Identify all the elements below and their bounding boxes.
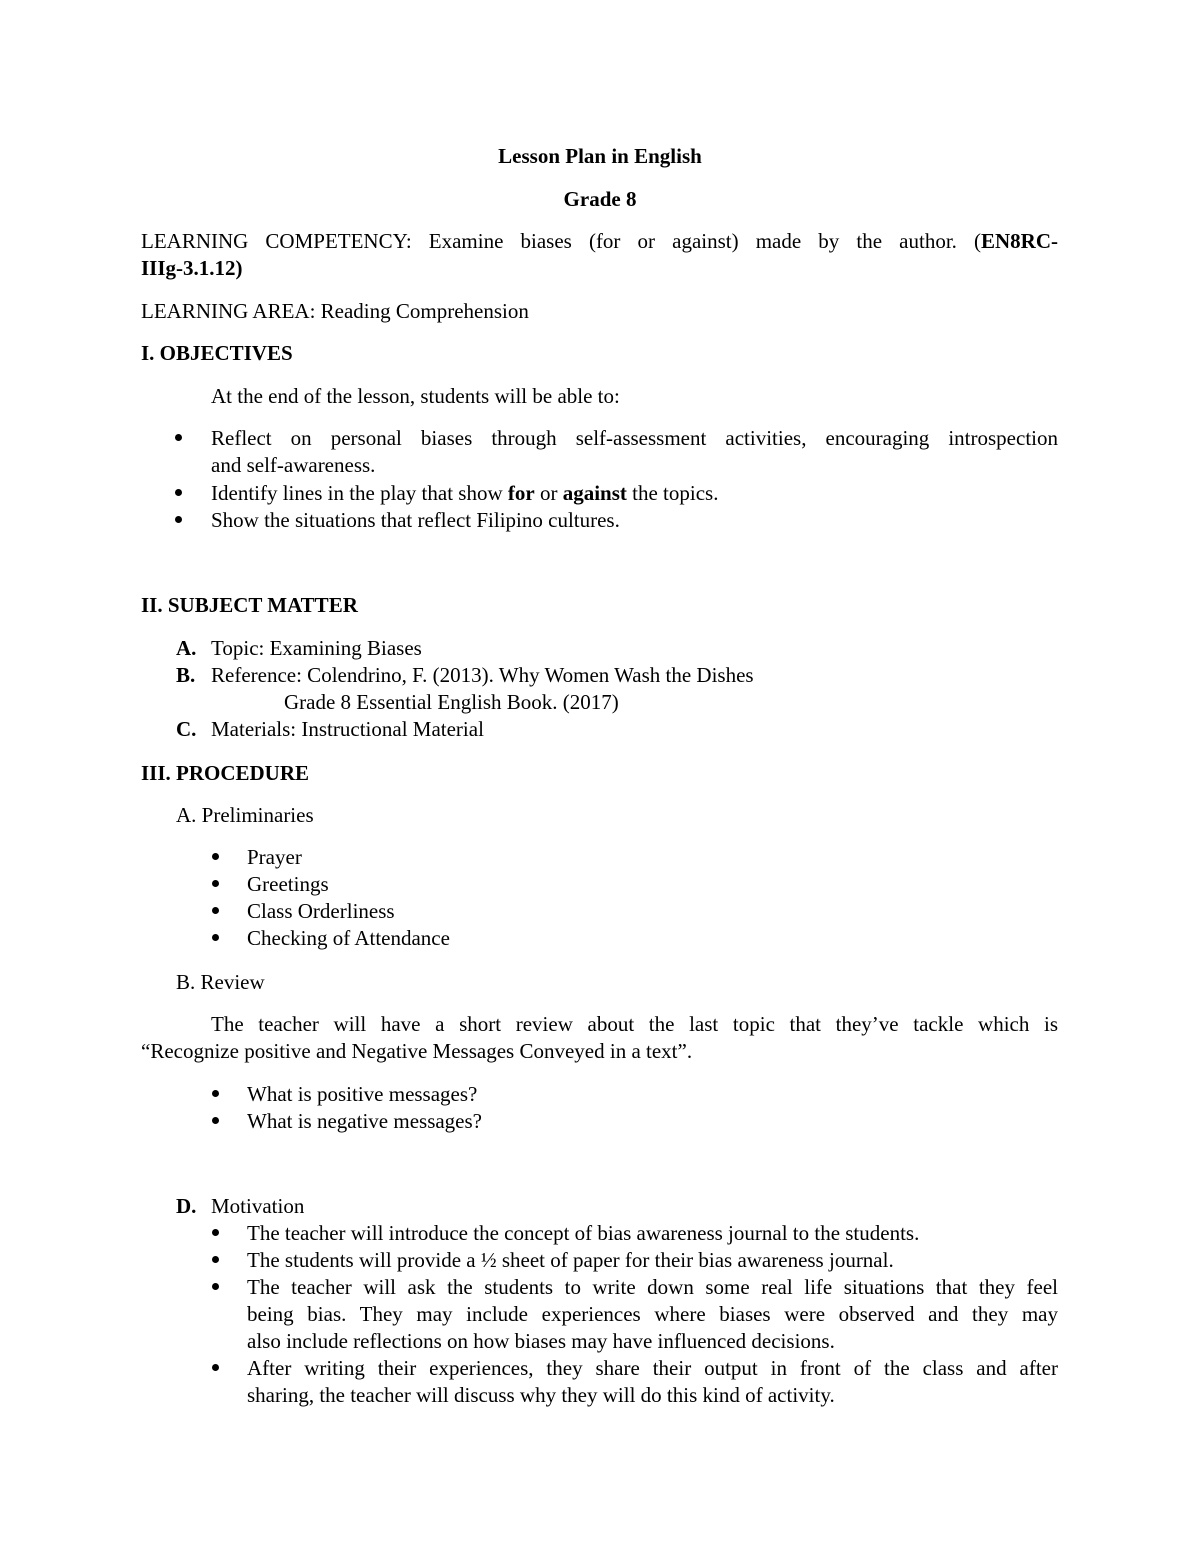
bullet-icon [212,1256,219,1263]
motivation-item-2: The students will provide a ½ sheet of paper for their bias awareness journal. [247,1248,894,1272]
objective-1-line-2: and self-awareness. [211,453,376,477]
doc-title: Lesson Plan in English [498,144,702,168]
motivation-item-4-line-2: sharing, the teacher will discuss why they will do this kind of activity. [247,1383,835,1407]
prelim-item: Class Orderliness [247,899,395,923]
bullet-icon [212,1229,219,1236]
bullet-icon [212,1283,219,1290]
preliminaries-heading: A. Preliminaries [176,803,314,827]
motivation-item-4-line-1: After writing their experiences, they share their output in front of the class and after [247,1356,1058,1380]
objective-2: Identify lines in the play that show for or against the topics. [211,481,719,505]
subject-materials: Materials: Instructional Material [211,717,484,741]
motivation-item-3-line-2: being bias. They may include experiences where biases were observed and they may [247,1302,1058,1326]
review-text-line-2: “Recognize positive and Negative Messages Conveyed in a text”. [141,1039,693,1063]
subject-b-label: B. [176,663,196,687]
competency-line-2: IIIg-3.1.12) [141,256,243,280]
review-item: What is positive messages? [247,1082,478,1106]
objective-1-line-1: Reflect on personal biases through self-assessment activities, encouraging introspection [211,426,1058,450]
objectives-heading: I. OBJECTIVES [141,341,293,365]
bullet-icon [175,434,182,441]
competency-line-1: LEARNING COMPETENCY: Examine biases (for or against) made by the author. (EN8RC- [141,229,1058,253]
bullet-icon [175,516,182,523]
bullet-icon [212,907,219,914]
motivation-item-3-line-3: also include reflections on how biases may have influenced decisions. [247,1329,835,1353]
bullet-icon [212,1090,219,1097]
objective-3: Show the situations that reflect Filipino cultures. [211,508,620,532]
prelim-item: Greetings [247,872,329,896]
prelim-item: Checking of Attendance [247,926,450,950]
motivation-label: D. [176,1194,197,1218]
bullet-icon [212,880,219,887]
subject-reference-2: Grade 8 Essential English Book. (2017) [284,690,619,714]
bullet-icon [212,1364,219,1371]
review-text-line-1: The teacher will have a short review about the last topic that they’ve tackle which is [211,1012,1058,1036]
review-item: What is negative messages? [247,1109,482,1133]
procedure-heading: III. PROCEDURE [141,761,310,785]
subject-topic: Topic: Examining Biases [211,636,422,660]
review-heading: B. Review [176,970,265,994]
learning-area: LEARNING AREA: Reading Comprehension [141,299,529,323]
bullet-icon [212,1117,219,1124]
doc-grade: Grade 8 [563,187,637,211]
motivation-item-1: The teacher will introduce the concept of bias awareness journal to the students. [247,1221,920,1245]
motivation-item-3-line-1: The teacher will ask the students to write down some real life situations that they feel [247,1275,1058,1299]
prelim-item: Prayer [247,845,302,869]
subject-matter-heading: II. SUBJECT MATTER [141,593,358,617]
bullet-icon [212,853,219,860]
bullet-icon [212,934,219,941]
subject-reference: Reference: Colendrino, F. (2013). Why Women Wash the Dishes [211,663,754,687]
subject-a-label: A. [176,636,197,660]
subject-c-label: C. [176,717,197,741]
motivation-heading: Motivation [211,1194,305,1218]
objectives-intro: At the end of the lesson, students will be able to: [211,384,620,408]
bullet-icon [175,489,182,496]
